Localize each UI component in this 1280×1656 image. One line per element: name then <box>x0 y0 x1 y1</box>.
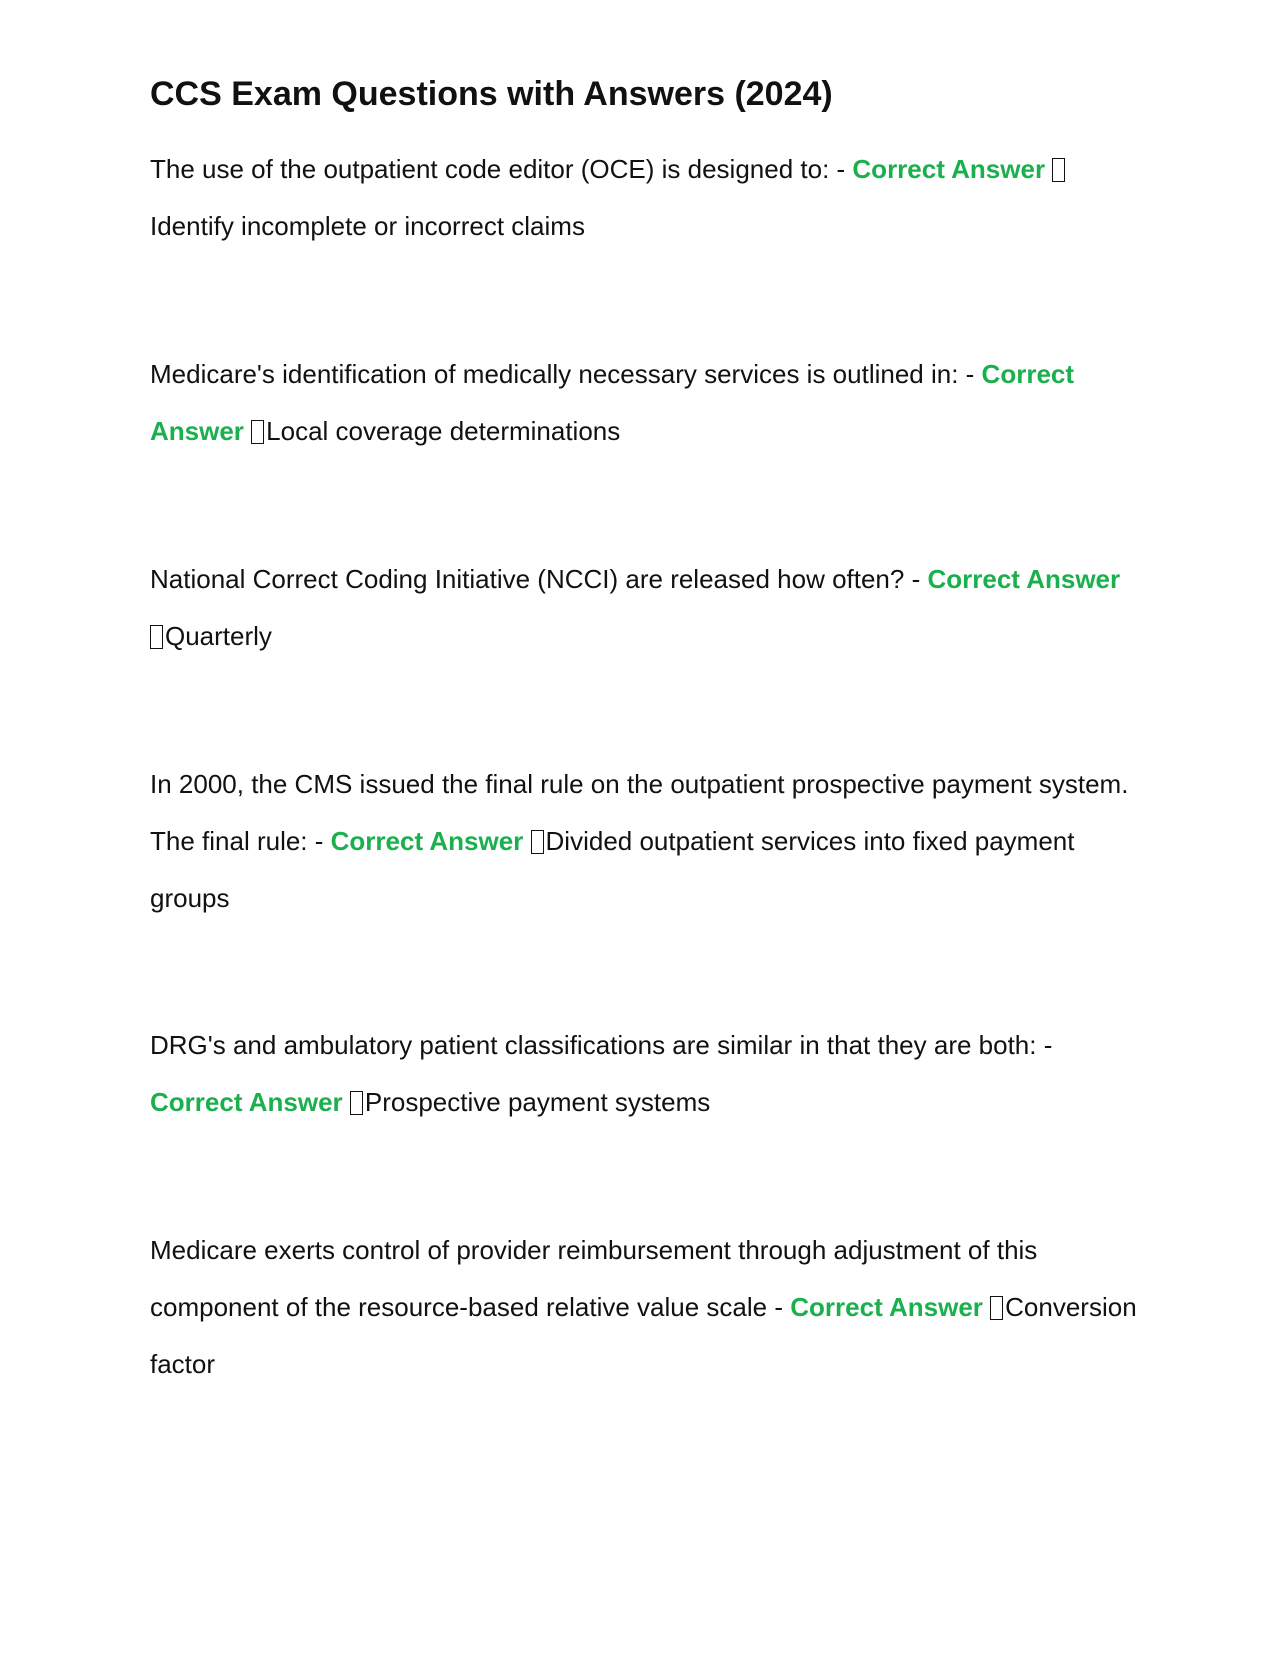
separator: - <box>829 154 853 184</box>
qa-item <box>150 1222 1140 1393</box>
question-text: DRG's and ambulatory patient classifications are similar in that they are both: <box>150 1030 1037 1060</box>
qa-item <box>150 551 1140 665</box>
correct-answer-label: Correct Answer <box>790 1292 983 1322</box>
separator: - <box>958 359 982 389</box>
question-text: The use of the outpatient code editor (OCE) is designed to: <box>150 154 830 184</box>
correct-answer-label: Correct Answer <box>150 1087 343 1117</box>
missing-glyph-icon <box>531 830 544 854</box>
question-text: National Correct Coding Initiative (NCCI) are released how often? <box>150 564 905 594</box>
separator: - <box>307 826 331 856</box>
missing-glyph-icon <box>150 625 163 649</box>
question-text: Medicare exerts control of provider reimbursement through adjustment of this component of the resource-based relative value scale <box>150 1235 1038 1322</box>
missing-glyph-icon <box>1052 158 1065 182</box>
document-title: CCS Exam Questions with Answers (2024) <box>150 75 833 113</box>
question-text: Medicare's identification of medically necessary services is outlined in: <box>150 359 959 389</box>
missing-glyph-icon <box>990 1296 1003 1320</box>
correct-answer-label: Correct Answer <box>330 826 524 856</box>
missing-glyph-icon <box>350 1091 363 1115</box>
correct-answer-label: Correct Answer <box>150 359 1075 446</box>
correct-answer-label: Correct Answer <box>927 564 1121 594</box>
answer-text: Divided outpatient services into fixed payment groups <box>150 826 1075 913</box>
separator: - <box>767 1292 791 1322</box>
answer-text: Quarterly <box>165 621 272 651</box>
question-text: In 2000, the CMS issued the final rule on the outpatient prospective payment system. The final rule: <box>150 769 1129 856</box>
separator: - <box>904 564 928 594</box>
correct-answer-label: Correct Answer <box>852 154 1046 184</box>
answer-text: Identify incomplete or incorrect claims <box>150 211 585 241</box>
answer-text: Prospective payment systems <box>364 1087 711 1117</box>
answer-text: Local coverage determinations <box>266 416 621 446</box>
qa-item <box>150 346 1140 460</box>
answer-text: Conversion factor <box>150 1292 1137 1379</box>
qa-item <box>150 756 1140 927</box>
missing-glyph-icon <box>251 420 264 444</box>
separator: - <box>1036 1030 1053 1060</box>
qa-item <box>150 1017 1140 1131</box>
qa-item <box>150 141 1140 255</box>
